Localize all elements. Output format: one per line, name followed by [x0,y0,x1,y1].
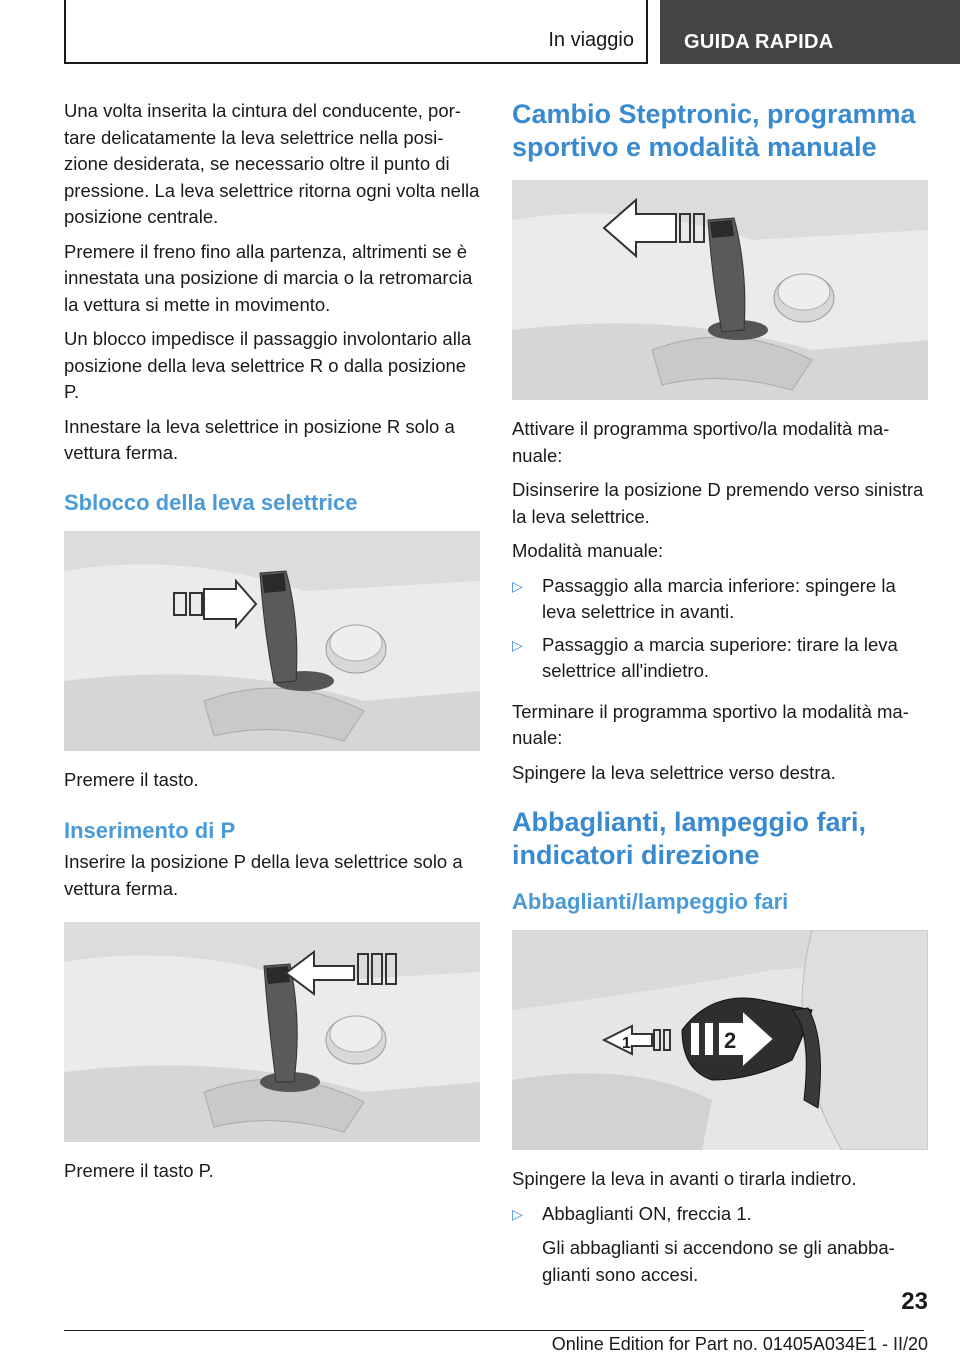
page-number: 23 [901,1288,928,1315]
paragraph: Inserire la posizione P della leva selettrice solo a vettura ferma. [64,851,463,899]
paragraph: Attivare il programma sportivo/la modalità manuale: [512,418,890,466]
header-section-label: In viaggio [548,29,634,51]
left-column [64,98,480,1193]
footer-divider [64,1330,864,1331]
right-column [512,98,928,1296]
heading-high-beam: Abbaglianti/lampeggio fari [512,889,789,914]
list-item: ▷ Abbaglianti ON, freccia 1. [512,1201,928,1228]
paragraph: Modalità manuale: [512,540,664,561]
header-chapter-tab [660,0,960,64]
header-section-box [64,0,648,64]
heading-park: Inserimento di P [64,818,236,843]
heading-lights: Abbaglianti, lampeggio fari, indicatori direzione [512,807,867,870]
paragraph: Gli abbaglianti si accendono se gli anabbaglianti sono accesi. [542,1237,895,1285]
list-item: ▷ Passaggio alla marcia inferiore: spingere la leva selettrice in avanti. [512,574,896,622]
heading-unlock-selector: Sblocco della leva selettrice [64,489,358,515]
selector-lever-unlock-illustration [64,531,480,751]
paragraph: Spingere la leva selettrice verso destra. [512,761,836,783]
caption-unlock: Premere il tasto. [64,768,199,790]
park-button-illustration [64,922,480,1142]
edition-label: Online Edition for Part no. 01405A034E1 - II/20 [551,1334,928,1354]
arrow-1-label: 1 [622,1035,631,1052]
list-item: ▷ Passaggio a marcia superiore: tirare la leva selettrice all'indietro. [512,633,898,681]
triangle-bullet-icon: ▷ [512,577,523,594]
paragraph: Premere il freno fino alla partenza, altrimenti se è innestata una posizione di marcia o la retromarcia la vettura si mette in movimento. [64,240,473,315]
arrow-2-label: 2 [724,1028,737,1053]
paragraph: Spingere la leva in avanti o tirarla indietro. [512,1168,857,1189]
manual-mode-list [512,573,928,685]
triangle-bullet-icon: ▷ [512,636,523,653]
paragraph: Innestare la leva selettrice in posizione R solo a vettura ferma. [64,415,455,463]
paragraph: Una volta inserita la cintura del conducente, portare delicatamente la leva selettrice nella posizione desiderata, se necessario oltre il punto di pressione. La leva selettrice ritorna ogni volta nella posizione centrale. [64,100,480,227]
high-beam-list [512,1201,928,1228]
caption-park: Premere il tasto P. [64,1160,214,1181]
triangle-bullet-icon: ▷ [512,1205,523,1222]
paragraph: Disinserire la posizione D premendo verso sinistra la leva selettrice. [512,479,924,527]
paragraph: Un blocco impedisce il passaggio involontario alla posizione della leva selettrice R o dalla posizione P. [64,328,472,402]
heading-steptronic: Cambio Steptronic, programma sportivo e modalità manuale [512,99,916,162]
steptronic-lever-illustration [512,180,928,400]
paragraph: Terminare il programma sportivo la modalità manuale: [512,700,909,748]
high-beam-stalk-illustration [512,930,928,1150]
header-chapter-label: GUIDA RAPIDA [684,31,834,53]
